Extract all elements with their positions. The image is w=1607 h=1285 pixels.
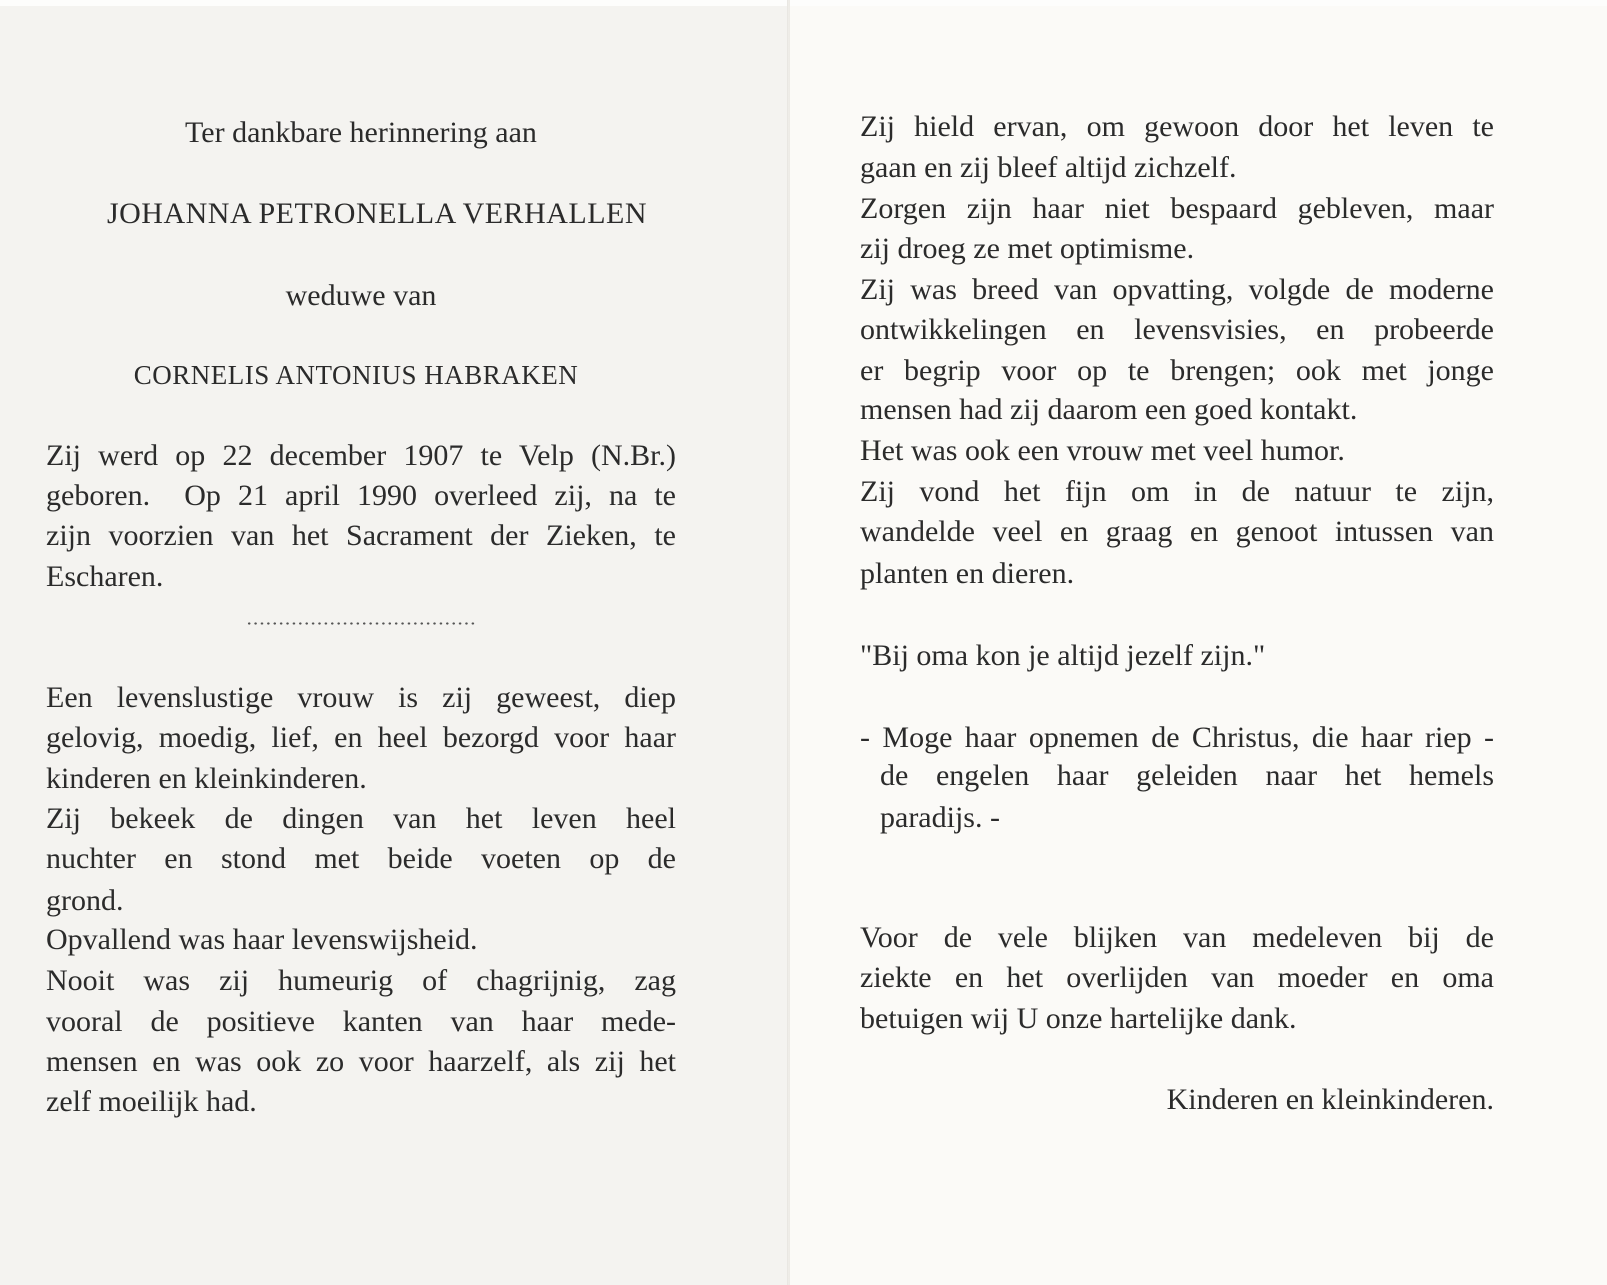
tribute-line: gaan en zij bleef altijd zichzelf. (860, 151, 1237, 184)
deceased-name: JOHANNA PETRONELLA VERHALLEN (106, 197, 648, 230)
tribute-line: Het was ook een vrouw met veel humor. (860, 434, 1345, 467)
thanks-line: ziekte en het overlijden van moeder en oma (860, 961, 1494, 994)
signature: Kinderen en kleinkinderen. (1166, 1083, 1494, 1116)
tribute-line: Zij hield ervan, om gewoon door het leven te (860, 110, 1494, 143)
fold-line (787, 0, 790, 1285)
tribute-line: kinderen en kleinkinderen. (46, 762, 367, 795)
dotted-divider (246, 622, 478, 625)
life-line: Zij werd op 22 december 1907 te Velp (N.Br.) (46, 439, 676, 472)
tribute-line: wandelde veel en graag en genoot intussen van (860, 515, 1494, 548)
tribute-line: ontwikkelingen en levensvisies, en probeerde (860, 313, 1494, 346)
tribute-line: mensen en was ook zo voor haarzelf, als zij het (46, 1045, 676, 1078)
thanks-line: Voor de vele blijken van medeleven bij de (860, 921, 1494, 954)
thanks-line: betuigen wij U onze hartelijke dank. (860, 1002, 1297, 1035)
tribute-line: Zij was breed van opvatting, volgde de moderne (860, 273, 1494, 306)
tribute-line: planten en dieren. (860, 557, 1075, 590)
spouse-name: CORNELIS ANTONIUS HABRAKEN (133, 360, 579, 390)
tribute-line: er begrip voor op te brengen; ook met jonge (860, 354, 1494, 387)
tribute-line: grond. (46, 884, 124, 917)
tribute-line: Een levenslustige vrouw is zij geweest, diep (46, 681, 676, 714)
tribute-line: Zij bekeek de dingen van het leven heel (46, 802, 676, 835)
tribute-line: Nooit was zij humeurig of chagrijnig, zag (46, 964, 676, 997)
life-line: geboren. Op 21 april 1990 overleed zij, na te (46, 479, 676, 512)
intro-text: Ter dankbare herinnering aan (185, 116, 537, 149)
life-line: zijn voorzien van het Sacrament der Zieken, te (46, 519, 676, 552)
tribute-line: mensen had zij daarom een goed kontakt. (860, 393, 1358, 426)
prayer-line: - Moge haar opnemen de Christus, die haar riep - (860, 721, 1494, 754)
tribute-line: zij droeg ze met optimisme. (860, 232, 1195, 265)
quote: "Bij oma kon je altijd jezelf zijn." (860, 639, 1266, 672)
tribute-line: Zorgen zijn haar niet bespaard gebleven, maar (860, 192, 1494, 225)
tribute-line: nuchter en stond met beide voeten op de (46, 842, 676, 875)
tribute-line: Zij vond het fijn om in de natuur te zijn, (860, 475, 1494, 508)
tribute-line: vooral de positieve kanten van haar mede- (46, 1005, 676, 1038)
tribute-line: zelf moeilijk had. (46, 1085, 257, 1118)
prayer-line: paradijs. - (880, 801, 1000, 834)
tribute-line: gelovig, moedig, lief, en heel bezorgd voor haar (46, 721, 676, 754)
tribute-line: Opvallend was haar levenswijsheid. (46, 923, 478, 956)
prayer-line: de engelen haar geleiden naar het hemels (880, 759, 1494, 792)
life-line: Escharen. (46, 560, 164, 593)
relation-text: weduwe van (285, 279, 437, 312)
